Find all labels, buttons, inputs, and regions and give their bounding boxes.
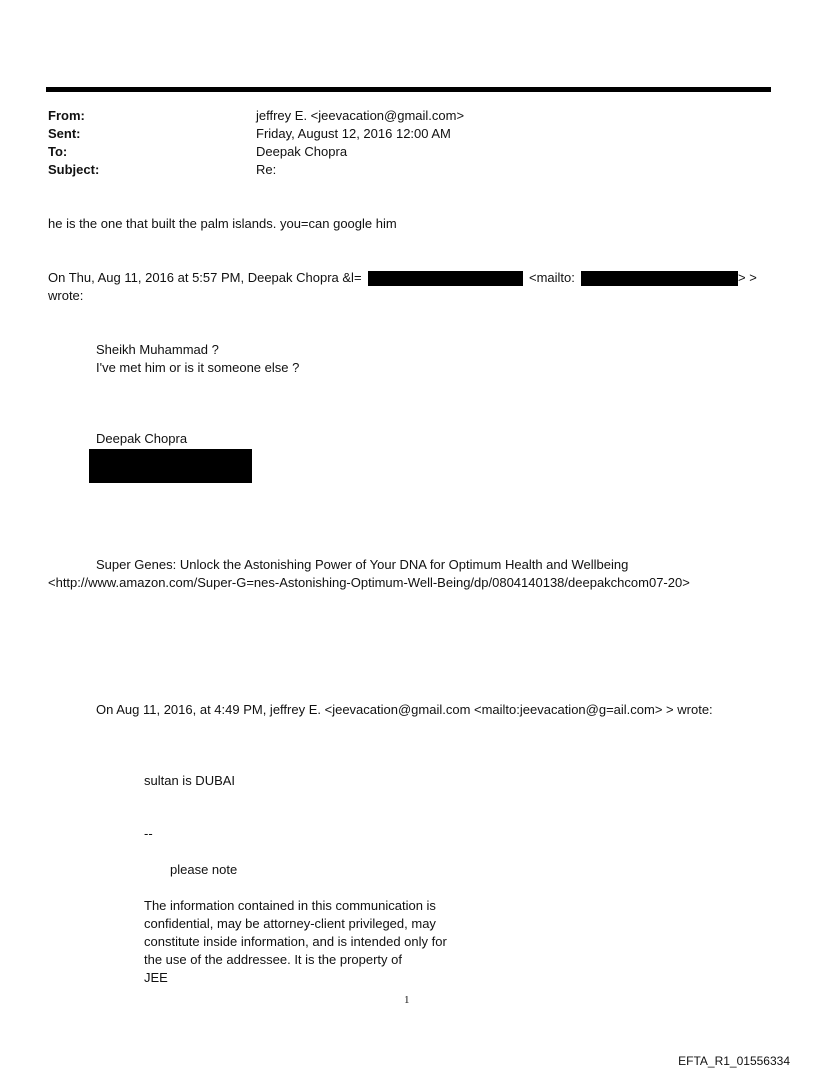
quote1-intro-wrote: wrote: bbox=[48, 288, 84, 303]
quote1-intro-end: > > bbox=[738, 270, 757, 285]
signature-name: Deepak Chopra bbox=[96, 431, 188, 446]
quote1-intro-a: On Thu, Aug 11, 2016 at 5:57 PM, Deepak Chopra &l= bbox=[48, 270, 362, 285]
to-value: Deepak Chopra bbox=[256, 144, 348, 159]
quote2-intro: On Aug 11, 2016, at 4:49 PM, jeffrey E. <jeevacation@gmail.com <mailto:jeevacation@g=ail.com> > wrote: bbox=[96, 702, 713, 717]
disclaimer-line: constitute inside information, and is intended only for bbox=[144, 934, 447, 949]
disclaimer-line: JEE bbox=[144, 970, 168, 985]
sent-label: Sent: bbox=[48, 126, 81, 141]
quote2-line-1: sultan is DUBAI bbox=[144, 773, 236, 788]
to-label: To: bbox=[48, 144, 68, 159]
subject-label: Subject: bbox=[48, 162, 100, 177]
header-rule bbox=[46, 87, 771, 92]
book-title: Super Genes: Unlock the Astonishing Power of Your DNA for Optimum Health and Wellbeing bbox=[96, 557, 629, 572]
quote1-line-2: I've met him or is it someone else ? bbox=[96, 360, 300, 375]
redaction-email-1 bbox=[368, 271, 523, 286]
from-label: From: bbox=[48, 108, 85, 123]
disclaimer-line: The information contained in this communication is bbox=[144, 898, 436, 913]
book-link[interactable]: <http://www.amazon.com/Super-G=nes-Astonishing-Optimum-Well-Being/dp/0804140138/deepakchcom07-20> bbox=[48, 575, 690, 590]
please-note: please note bbox=[170, 862, 238, 877]
disclaimer-line: the use of the addressee. It is the property of bbox=[144, 952, 402, 967]
sent-value: Friday, August 12, 2016 12:00 AM bbox=[256, 126, 451, 141]
sig-dashes: -- bbox=[144, 826, 153, 841]
page-number: 1 bbox=[404, 994, 410, 1006]
redaction-email-2 bbox=[581, 271, 738, 286]
disclaimer-line: confidential, may be attorney-client privileged, may bbox=[144, 916, 436, 931]
redaction-signature bbox=[89, 449, 252, 483]
bates-id: EFTA_R1_01556334 bbox=[678, 1054, 790, 1068]
from-value: jeffrey E. <jeevacation@gmail.com> bbox=[256, 108, 465, 123]
subject-value: Re: bbox=[256, 162, 277, 177]
quote1-line-1: Sheikh Muhammad ? bbox=[96, 342, 219, 357]
reply-line: he is the one that built the palm islands. you=can google him bbox=[48, 216, 397, 231]
quote1-intro-mailto: <mailto: bbox=[529, 270, 575, 285]
